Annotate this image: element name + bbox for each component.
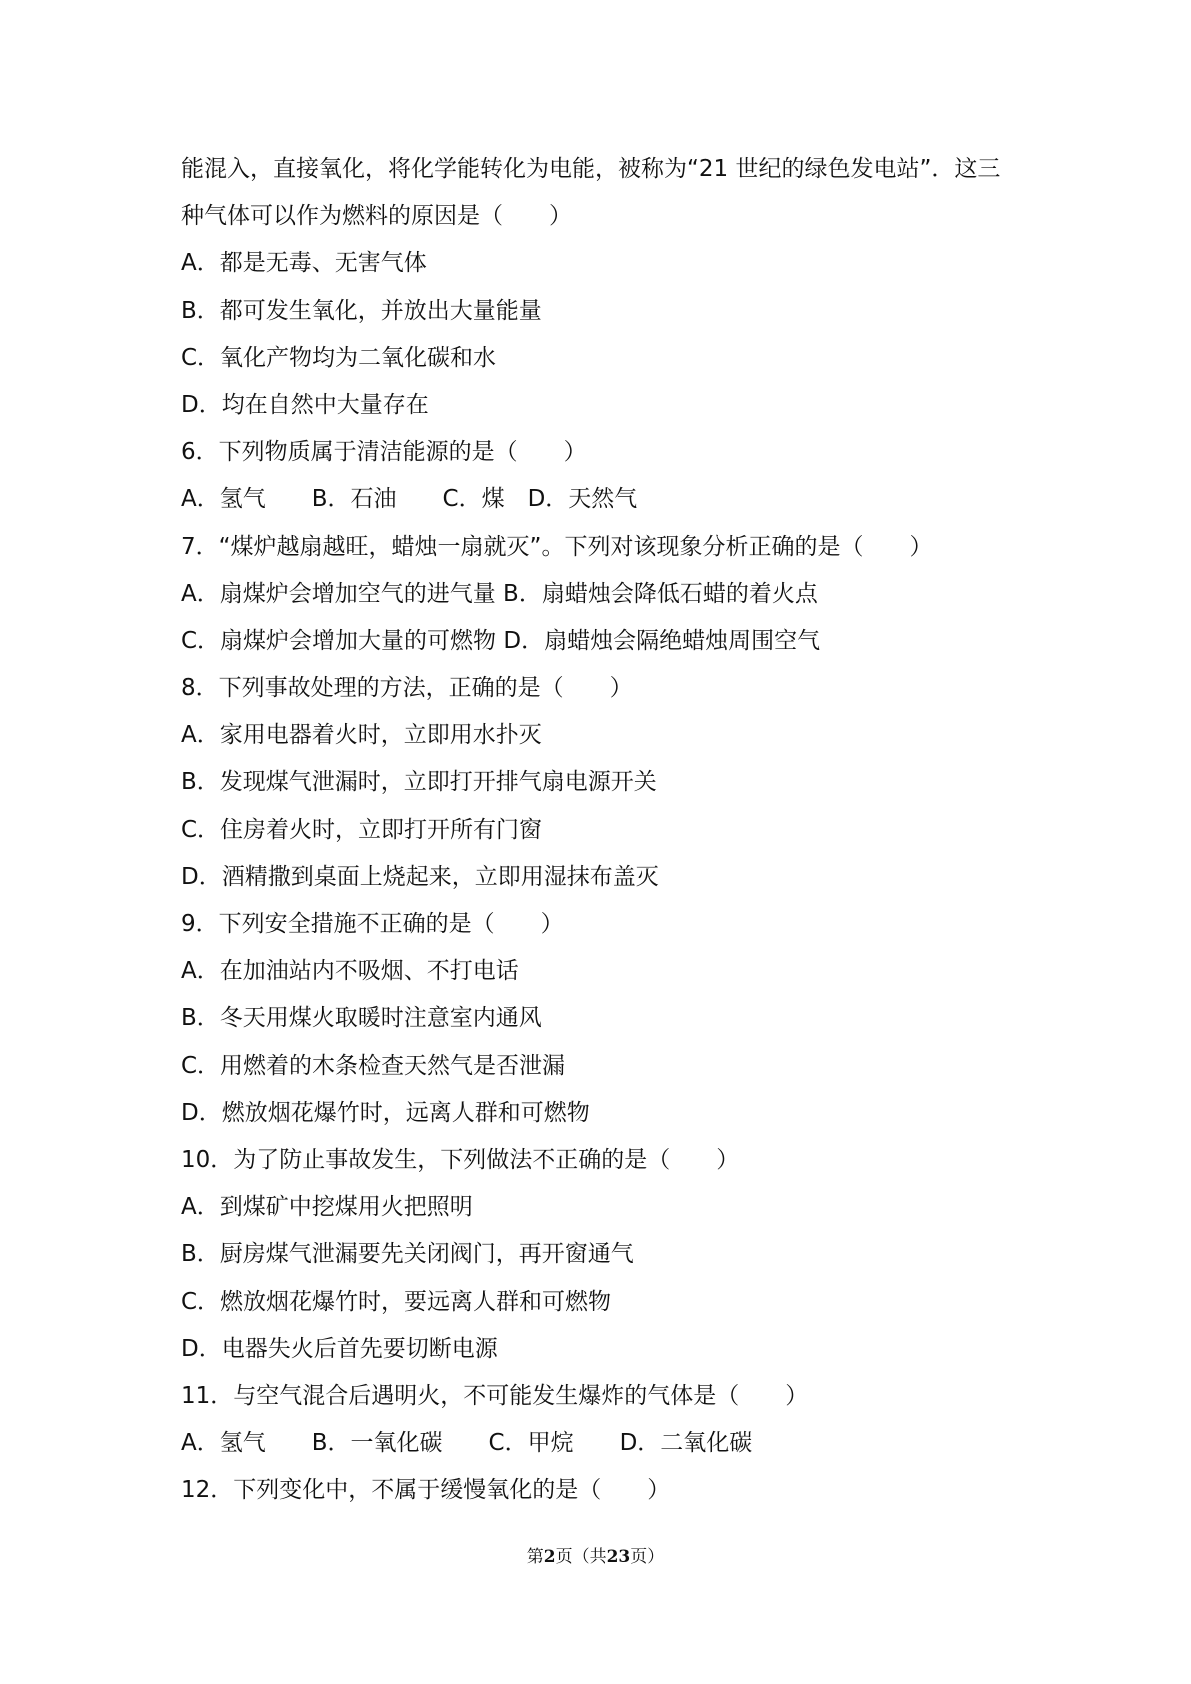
option-line: C．扇煤炉会增加大量的可燃物 D．扇蜡烛会隔绝蜡烛周围空气	[181, 627, 821, 654]
option-line: A．在加油站内不吸烟、不打电话	[181, 958, 519, 985]
option-line: A．氢气 B．一氧化碳 C．甲烷 D．二氧化碳	[181, 1430, 753, 1457]
footer-page-number: 2	[543, 1547, 556, 1567]
footer-middle: 页（共	[555, 1547, 607, 1567]
page-content	[181, 146, 1021, 1514]
footer-suffix: 页）	[630, 1547, 665, 1567]
option-line: A．都是无毒、无害气体	[181, 250, 427, 277]
text-line: 能混入，直接氧化，将化学能转化为电能，被称为“21 世纪的绿色发电站”．这三	[181, 156, 1001, 182]
option-line: D．电器失火后首先要切断电源	[181, 1335, 498, 1362]
option-line: A．扇煤炉会增加空气的进气量 B．扇蜡烛会降低石蜡的着火点	[181, 580, 818, 607]
option-line: C．燃放烟花爆竹时，要远离人群和可燃物	[181, 1288, 612, 1315]
question-line: 10．为了防止事故发生，下列做法不正确的是（ ）	[181, 1146, 740, 1173]
option-line: D．燃放烟花爆竹时，远离人群和可燃物	[181, 1099, 590, 1126]
question-line: 6．下列物质属于清洁能源的是（ ）	[181, 439, 587, 466]
option-line: B．都可发生氧化，并放出大量能量	[181, 297, 542, 324]
question-line: 9．下列安全措施不正确的是（ ）	[181, 911, 564, 937]
page-footer	[0, 1542, 1191, 1567]
option-line: B．发现煤气泄漏时，立即打开排气扇电源开关	[181, 769, 657, 796]
option-line: C．用燃着的木条检查天然气是否泄漏	[181, 1052, 566, 1079]
question-line: 12．下列变化中，不属于缓慢氧化的是（ ）	[181, 1477, 671, 1504]
option-line: D．酒精撒到桌面上烧起来，立即用湿抹布盖灭	[181, 863, 659, 890]
option-line: B．冬天用煤火取暖时注意室内通风	[181, 1005, 542, 1032]
question-line: 11．与空气混合后遇明火，不可能发生爆炸的气体是（ ）	[181, 1382, 809, 1409]
question-line: 7．“煤炉越扇越旺，蜡烛一扇就灭”。下列对该现象分析正确的是（ ）	[181, 533, 933, 560]
option-line: C．氧化产物均为二氧化碳和水	[181, 344, 497, 371]
question-line: 8．下列事故处理的方法，正确的是（ ）	[181, 675, 633, 702]
text-line: 种气体可以作为燃料的原因是（ ）	[181, 203, 572, 230]
option-line: A．氢气 B．石油 C．煤 D．天然气	[181, 486, 638, 513]
option-line: A．家用电器着火时，立即用水扑灭	[181, 722, 542, 749]
option-line: C．住房着火时，立即打开所有门窗	[181, 816, 543, 843]
option-line: D．均在自然中大量存在	[181, 391, 429, 418]
option-line: B．厨房煤气泄漏要先关闭阀门，再开窗通气	[181, 1241, 634, 1268]
footer-total-pages: 23	[606, 1547, 631, 1567]
footer-prefix: 第	[526, 1547, 544, 1567]
option-line: A．到煤矿中挖煤用火把照明	[181, 1194, 473, 1221]
